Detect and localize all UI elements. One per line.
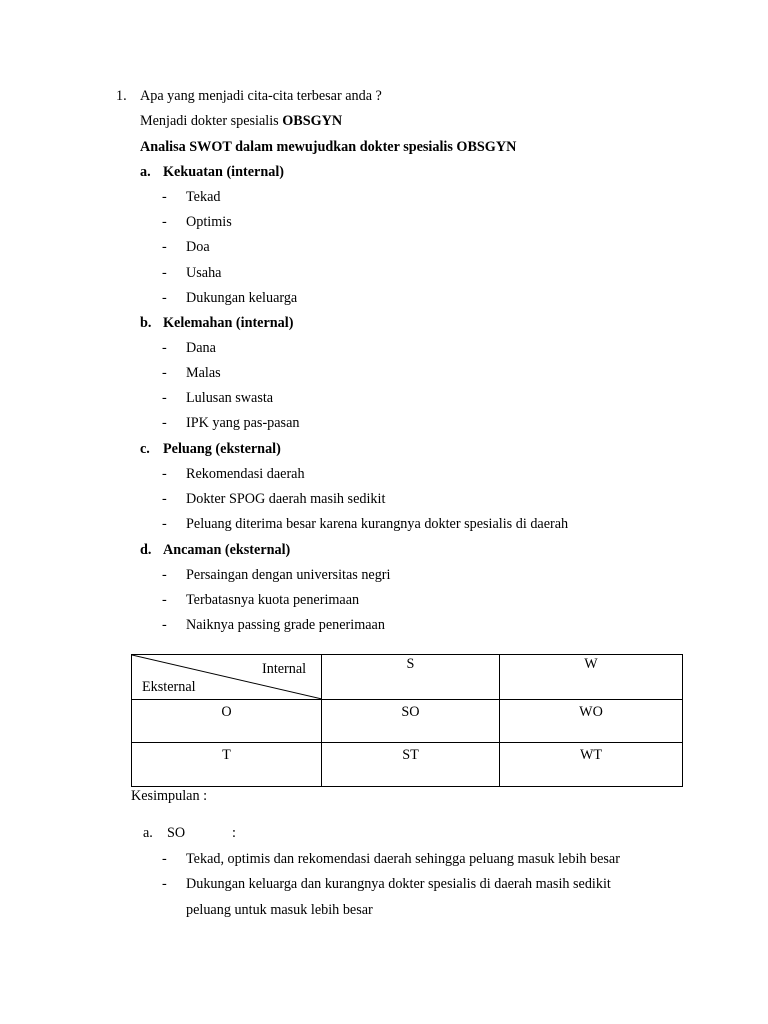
section-d-letter: d. bbox=[140, 542, 152, 558]
conclusion-continuation: peluang untuk masuk lebih besar bbox=[186, 902, 373, 918]
list-item: Rekomendasi daerah bbox=[186, 466, 305, 482]
section-d-title: Ancaman (eksternal) bbox=[163, 542, 291, 558]
matrix-cell-wo: WO bbox=[500, 700, 683, 743]
section-c-title: Peluang (eksternal) bbox=[163, 441, 281, 457]
conclusion-letter: a. bbox=[143, 825, 153, 841]
list-item: Optimis bbox=[186, 214, 232, 230]
list-item: IPK yang pas-pasan bbox=[186, 415, 300, 431]
list-dash: - bbox=[162, 491, 167, 507]
list-item: Malas bbox=[186, 365, 221, 381]
list-item: Dokter SPOG daerah masih sedikit bbox=[186, 491, 386, 507]
question-number: 1. bbox=[116, 88, 127, 104]
list-dash: - bbox=[162, 365, 167, 381]
matrix-internal-label: Internal bbox=[262, 661, 307, 677]
list-dash: - bbox=[162, 567, 167, 583]
list-dash: - bbox=[162, 851, 167, 867]
list-item: Tekad bbox=[186, 189, 221, 205]
matrix-row-t: T bbox=[132, 743, 322, 787]
list-dash: - bbox=[162, 415, 167, 431]
question-text: Apa yang menjadi cita-cita terbesar anda ? bbox=[140, 88, 382, 104]
conclusion-label: SO bbox=[167, 825, 186, 841]
matrix-row-o: O bbox=[132, 700, 322, 743]
matrix-corner-cell bbox=[132, 655, 322, 700]
list-dash: - bbox=[162, 290, 167, 306]
matrix-cell-so: SO bbox=[322, 700, 500, 743]
list-dash: - bbox=[162, 876, 167, 892]
section-a-title: Kekuatan (internal) bbox=[163, 164, 284, 180]
list-item: Lulusan swasta bbox=[186, 390, 274, 406]
list-dash: - bbox=[162, 239, 167, 255]
list-item: Naiknya passing grade penerimaan bbox=[186, 617, 385, 633]
conclusion-title: Kesimpulan : bbox=[131, 788, 208, 804]
list-item: Persaingan dengan universitas negri bbox=[186, 567, 391, 583]
section-b-letter: b. bbox=[140, 315, 152, 331]
list-item: Terbatasnya kuota penerimaan bbox=[186, 592, 360, 608]
matrix-header-w: W bbox=[500, 655, 683, 700]
list-dash: - bbox=[162, 214, 167, 230]
matrix-cell-wt: WT bbox=[500, 743, 683, 787]
matrix-header-s: S bbox=[322, 655, 500, 700]
conclusion-colon: : bbox=[232, 825, 236, 841]
list-item: Doa bbox=[186, 239, 210, 255]
list-dash: - bbox=[162, 617, 167, 633]
section-c-letter: c. bbox=[140, 441, 150, 457]
matrix-eksternal-label: Eksternal bbox=[142, 679, 196, 695]
list-dash: - bbox=[162, 592, 167, 608]
section-b-title: Kelemahan (internal) bbox=[163, 315, 294, 331]
swot-matrix-table bbox=[131, 654, 683, 787]
conclusion-item: Tekad, optimis dan rekomendasi daerah sehingga peluang masuk lebih besar bbox=[186, 851, 620, 867]
list-dash: - bbox=[162, 265, 167, 281]
list-dash: - bbox=[162, 516, 167, 532]
answer-bold: OBSGYN bbox=[282, 113, 343, 129]
matrix-cell-st: ST bbox=[322, 743, 500, 787]
list-item: Peluang diterima besar karena kurangnya dokter spesialis di daerah bbox=[186, 516, 569, 532]
list-dash: - bbox=[162, 189, 167, 205]
answer-line bbox=[140, 113, 342, 129]
list-dash: - bbox=[162, 466, 167, 482]
conclusion-item: Dukungan keluarga dan kurangnya dokter spesialis di daerah masih sedikit bbox=[186, 876, 611, 892]
list-dash: - bbox=[162, 340, 167, 356]
list-item: Dana bbox=[186, 340, 216, 356]
analysis-title: Analisa SWOT dalam mewujudkan dokter spesialis OBSGYN bbox=[140, 139, 517, 155]
list-item: Dukungan keluarga bbox=[186, 290, 298, 306]
list-item: Usaha bbox=[186, 265, 222, 281]
list-dash: - bbox=[162, 390, 167, 406]
answer-prefix: Menjadi dokter spesialis bbox=[140, 113, 279, 129]
section-a-letter: a. bbox=[140, 164, 151, 180]
